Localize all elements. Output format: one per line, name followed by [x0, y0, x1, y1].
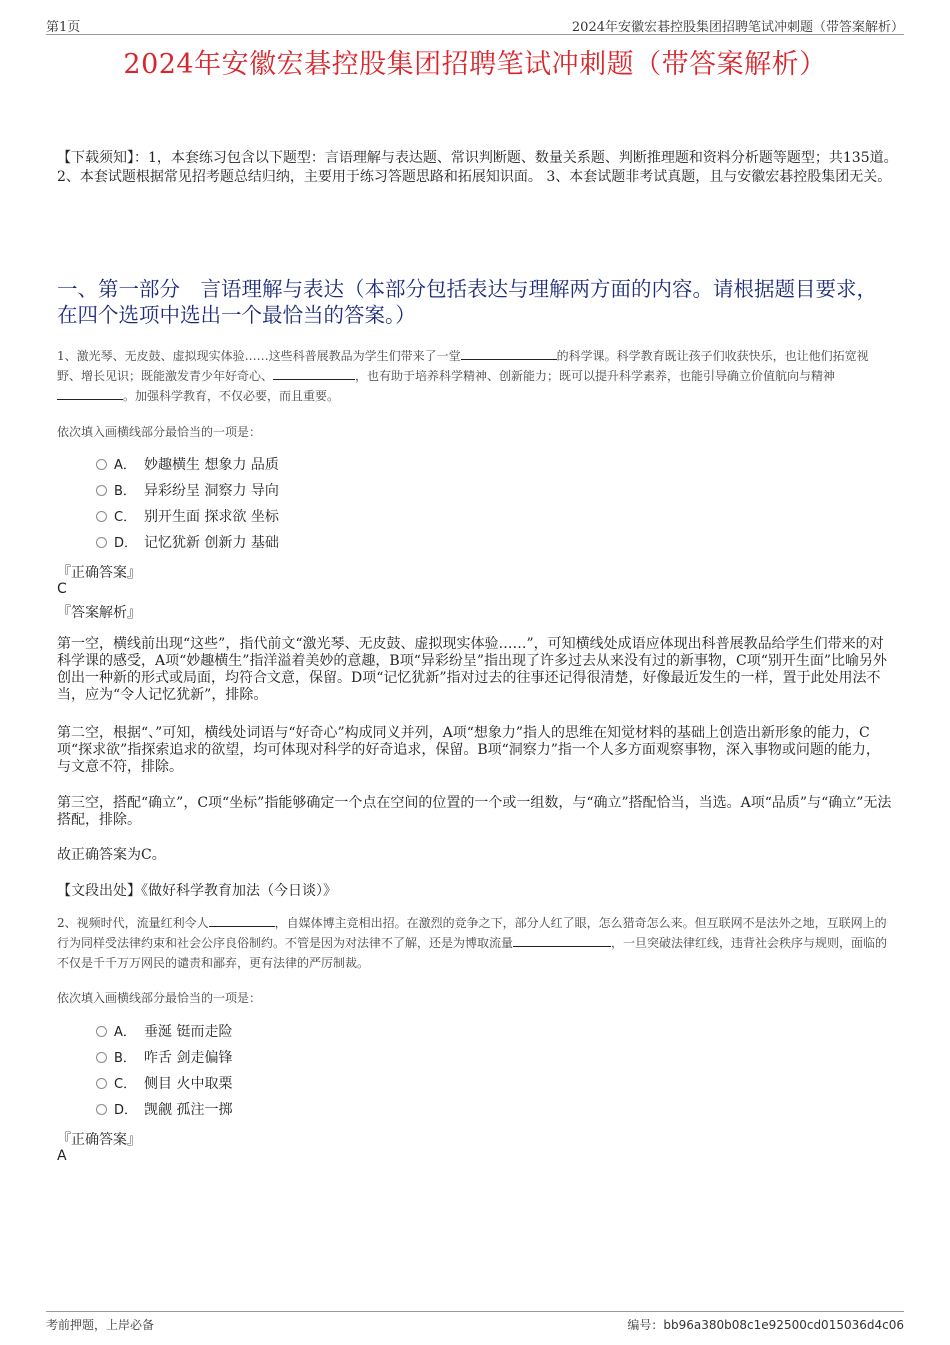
- passage-source: 【文段出处】《做好科学教育加法（今日谈）》: [57, 883, 337, 899]
- question-1-prompt: 依次填入画横线部分最恰当的一项是：: [57, 425, 262, 439]
- radio-icon[interactable]: [96, 485, 107, 496]
- fill-blank: [513, 933, 611, 947]
- analysis-conclusion: 故正确答案为C。: [57, 847, 166, 863]
- option-d[interactable]: D． 记忆犹新 创新力 基础: [96, 532, 279, 558]
- question-1-options: [96, 454, 279, 558]
- footer-code: 编号：bb96a380b08c1e92500cd015036d4c06: [627, 1318, 904, 1332]
- fill-blank: [209, 913, 275, 927]
- answer-label: 『正确答案』: [57, 565, 141, 581]
- page-number: 第1页: [46, 20, 81, 35]
- page-header: [46, 16, 904, 35]
- analysis-paragraph-2: 第二空，根据“、”可知，横线处词语与“好奇心”构成同义并列，A项“想象力”指人的思维在知觉材料的基础上创造出新形象的能力，C项“探求欲”指探索追求的欲望，均可体现对科学的好奇追求，保留。B项“洞察力”指一个人多方面观察事物，深入事物或问题的能力，与文意不符，排除。: [57, 725, 880, 775]
- analysis-label: 『答案解析』: [57, 605, 141, 621]
- radio-icon[interactable]: [96, 511, 107, 522]
- option-c[interactable]: C． 别开生面 探求欲 坐标: [96, 506, 279, 532]
- radio-icon[interactable]: [96, 1026, 107, 1037]
- header-doc-title: 2024年安徽宏碁控股集团招聘笔试冲刺题（带答案解析）: [571, 20, 904, 35]
- question-1-text: 1、激光琴、无皮鼓、虚拟现实体验……这些科普展教品为学生们带来了一堂 的科学课。科学教育既让孩子们收获快乐，也让他们拓宽视野、增长见识；既能激发青少年好奇心、 ，也有助于培养科学精神、创新能力；既可以提升科学素养，也能引导确立价值航向与精神。加强科学教育，不仅必要，而且重要。: [57, 346, 892, 406]
- question-2-text: 2、视频时代，流量红利令人 ，自媒体博主竞相出招。在激烈的竞争之下，部分人红了眼，怎么猎奇怎么来。但互联网不是法外之地，互联网上的行为同样受法律约束和社会公序良俗制约。不管是因为对法律不了解，还是为博取流量 ，一旦突破法律红线，违背社会秩序与规则，面临的不仅是千千万万网民的谴责和鄙弃，更有法律的严厉制裁。: [57, 913, 892, 973]
- option-d[interactable]: D． 觊觎 孤注一掷: [96, 1099, 232, 1125]
- fill-blank: [273, 366, 355, 380]
- fill-blank: [57, 386, 123, 400]
- download-notice: 【下载须知】：1，本套练习包含以下题型：言语理解与表达题、常识判断题、数量关系题、判断推理题和资料分析题等题型；共135道。 2、本套试题根据常见招考题总结归纳，主要用于练习答题思路和拓展知识面。 3、本套试题非考试真题，且与安徽宏碁控股集团无关。: [57, 150, 898, 185]
- radio-icon[interactable]: [96, 459, 107, 470]
- option-a[interactable]: A． 垂涎 铤而走险: [96, 1021, 232, 1047]
- radio-icon[interactable]: [96, 1078, 107, 1089]
- page-footer: [46, 1311, 904, 1332]
- question-2-options: [96, 1021, 232, 1125]
- radio-icon[interactable]: [96, 1104, 107, 1115]
- radio-icon[interactable]: [96, 537, 107, 548]
- answer-value: C: [57, 581, 67, 597]
- option-b[interactable]: B． 咋舌 剑走偏锋: [96, 1047, 232, 1073]
- option-b[interactable]: B． 异彩纷呈 洞察力 导向: [96, 480, 279, 506]
- option-a[interactable]: A． 妙趣横生 想象力 品质: [96, 454, 279, 480]
- document-title: 2024年安徽宏碁控股集团招聘笔试冲刺题（带答案解析）: [123, 49, 827, 80]
- radio-icon[interactable]: [96, 1052, 107, 1063]
- footer-slogan: 考前押题，上岸必备: [46, 1318, 155, 1332]
- analysis-paragraph-3: 第三空，搭配“确立”，C项“坐标”指能够确定一个点在空间的位置的一个或一组数，与“确立”搭配恰当，当选。A项“品质”与“确立”无法搭配，排除。: [57, 795, 892, 828]
- answer-label: 『正确答案』: [57, 1132, 141, 1148]
- question-2-prompt: 依次填入画横线部分最恰当的一项是：: [57, 991, 262, 1005]
- fill-blank: [461, 346, 557, 360]
- analysis-paragraph-1: 第一空，横线前出现“这些”，指代前文“激光琴、无皮鼓、虚拟现实体验……”，可知横线处成语应体现出科普展教品给学生们带来的对科学课的感受，A项“妙趣横生”指洋溢着美妙的意趣，B项“异彩纷呈”指出现了许多过去从来没有过的新事物，C项“别开生面”比喻另外创出一种新的形式或局面，均符合文意，保留。D项“记忆犹新”指对过去的往事还记得很清楚，好像最近发生的一样，置于此处用法不当，应为“令人记忆犹新”，排除。: [57, 636, 888, 703]
- option-c[interactable]: C． 侧目 火中取栗: [96, 1073, 232, 1099]
- answer-value: A: [57, 1148, 67, 1164]
- section-title: 一、第一部分 言语理解与表达（本部分包括表达与理解两方面的内容。请根据题目要求，在四个选项中选出一个最恰当的答案。）: [57, 277, 877, 327]
